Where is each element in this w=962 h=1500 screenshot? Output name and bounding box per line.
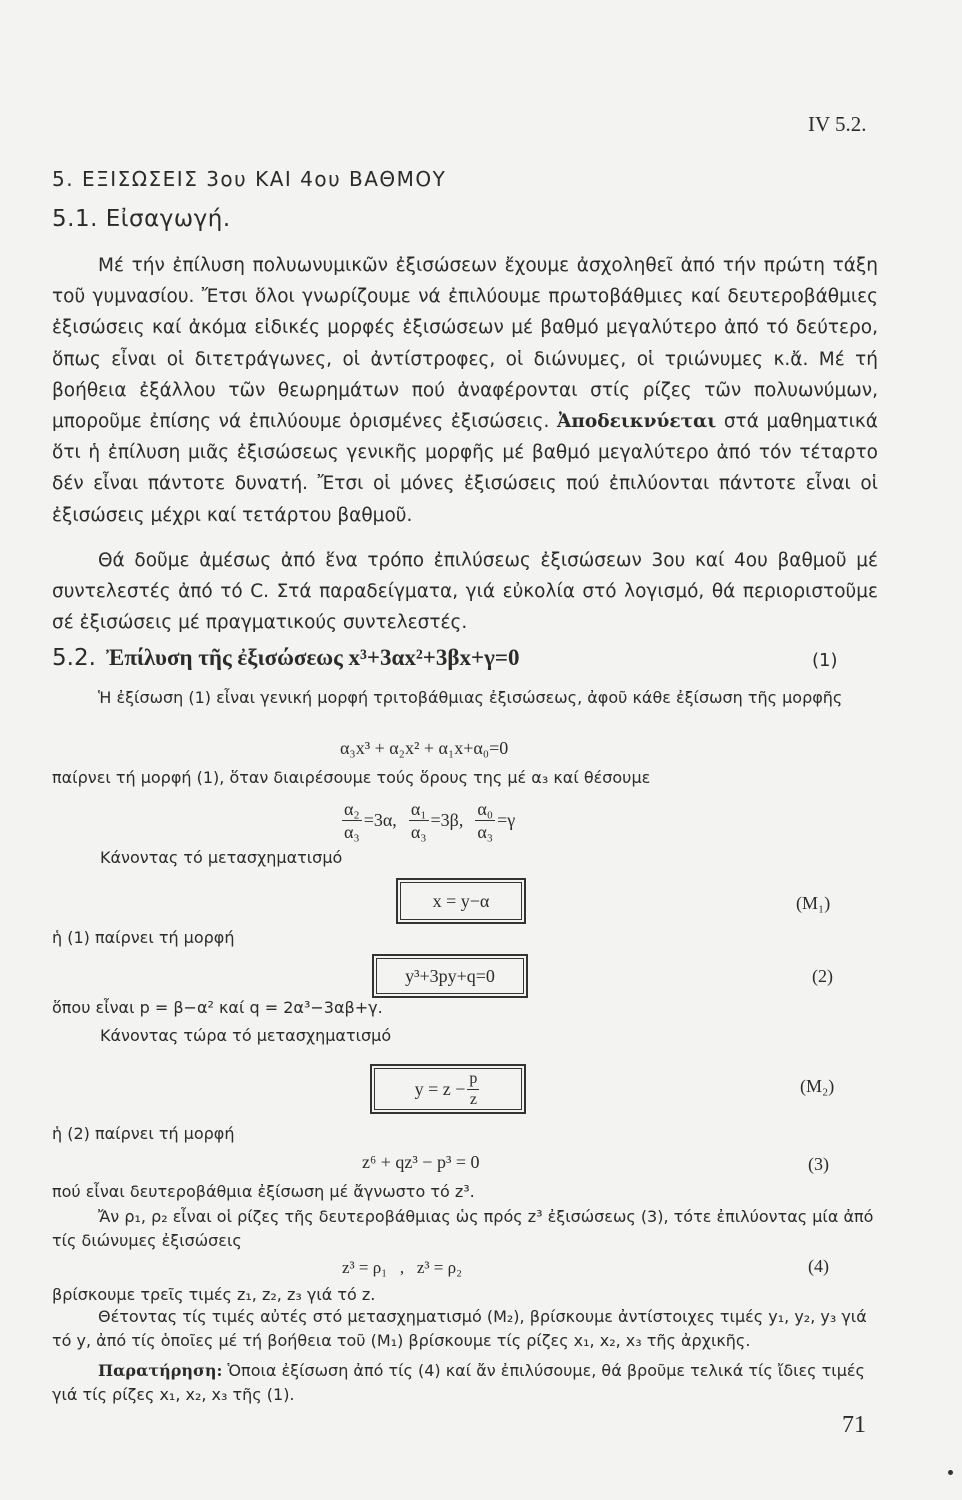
running-header: IV 5.2.	[808, 112, 867, 136]
text-three-values: βρίσκουμε τρεῖς τιμές z₁, z₂, z₃ γιά τό z.	[52, 1285, 376, 1304]
second-paragraph: Θά δοῦμε ἀμέσως ἀπό ἕνα τρόπο ἐπιλύσεως ἐξισώσεων 3ου καί 4ου βαθμοῦ μέ συντελεστές ἀπό τό C. Στά παραδείγματα, γιά εὐκολία στό λογισμό, θά περιοριστοῦμε σέ ἐξισώσεις μέ πραγματικούς συντελεστές.	[52, 550, 878, 634]
text-quadratic: πού εἶναι δευτεροβάθμια ἐξίσωση μέ ἄγνωστο τό z³.	[52, 1182, 475, 1201]
boxed-transform-m2	[370, 1064, 526, 1114]
subsection-number: 5.2.	[52, 645, 96, 671]
equation-3: z⁶ + qz³ − p³ = 0	[362, 1152, 480, 1172]
intro-text-rest: στά μαθηματικά ὅτι ἡ ἐπίλυση μιᾶς ἐξισώσεως γενικῆς μορφῆς μέ βαθμό μεγαλύτερο ἀπό τόν τέταρτο δέν εἶναι πάντοτε δυνατή. Ἔτσι οἱ μόνες ἐξισώσεις πού ἐπιλύονται πάντοτε εἶναι οἱ ἐξισώσεις μέχρι καί τετάρτου βαθμοῦ.	[52, 411, 878, 526]
label-m1: (M₁)	[796, 893, 831, 913]
label-m2: (M₂)	[800, 1076, 835, 1096]
intro-bold-word: Ἀποδεικνύεται	[557, 411, 717, 433]
equation-4: z³ = ρ₁ , z³ = ρ₂	[342, 1258, 463, 1277]
subsection-title-intro: 5.1. Εἰσαγωγή.	[52, 206, 231, 232]
frac2-denominator: α₃	[410, 822, 427, 842]
text-general-form: Ἡ ἐξίσωση (1) εἶναι γενική μορφή τριτοβάθμιας ἐξισώσεως, ἀφοῦ κάθε ἐξίσωση τῆς μορφῆς	[98, 688, 843, 707]
frac2-rhs: =3β,	[430, 810, 464, 830]
equation-label-1: (1)	[812, 650, 838, 671]
subsection-heading: Ἐπίλυση τῆς ἐξισώσεως x³+3αx²+3βx+γ=0	[105, 645, 520, 670]
equation-general: α₃x³ + α₂x² + α₁x+α₀=0	[340, 738, 509, 758]
note-text: Ὁποια ἐξίσωση ἀπό τίς (4) καί ἄν ἐπιλύσουμε, θά βροῦμε τελικά τίς ἴδιες τιμές γιά τίς ρίζες x₁, x₂, x₃ τῆς (1).	[52, 1361, 865, 1404]
frac3-rhs: =γ	[497, 810, 516, 830]
text-becomes-1: ἡ (1) παίρνει τή μορφή	[52, 928, 235, 947]
text-substitute: Θέτοντας τίς τιμές αὐτές στό μετασχηματισμό (M₂), βρίσκουμε ἀντίστοιχες τιμές y₁, y₂, y₃ γιά τό y, ἀπό τίς ὁποῖες μέ τή βοήθεια τοῦ (M₁) βρίσκουμε τίς ρίζες x₁, x₂, x₃ τῆς ἀρχικῆς.	[52, 1307, 867, 1350]
frac1-numerator: α₂	[344, 799, 360, 819]
frac3-denominator: α₃	[477, 822, 494, 842]
label-2: (2)	[812, 966, 833, 986]
label-4: (4)	[808, 1256, 829, 1276]
frac2-numerator: α₁	[410, 799, 427, 819]
text-divide: παίρνει τή μορφή (1), ὅταν διαιρέσουμε τούς ὅρους της μέ α₃ καί θέσουμε	[52, 768, 651, 787]
text-becomes-2: ἡ (2) παίρνει τή μορφή	[52, 1124, 235, 1143]
intro-text: Μέ τήν ἐπίλυση πολυωνυμικῶν ἐξισώσεων ἔχουμε ἀσχοληθεῖ ἀπό τήν πρώτη τάξη τοῦ γυμνασίου. Ἔτσι ὅλοι γνωρίζουμε νά ἐπιλύουμε πρωτοβάθμιες καί δευτεροβάθμιες ἐξισώσεις καί ἀκόμα εἰδικές μορφές ἐξισώσεων μέ βαθμό μεγαλύτερο ἀπό τό δεύτερο, ὅπως εἶναι οἱ διτετράγωνες, οἱ ἀντίστροφες, οἱ διώνυμες, οἱ τριώνυμες κ.ἄ. Μέ τή βοήθεια ἐξάλλου τῶν θεωρημάτων πού ἀναφέρονται στίς ρίζες τῶν πολυωνύμων, μποροῦμε ἐπίσης νά ἐπιλύουμε ὁρισμένες ἐξισώσεις.	[52, 255, 878, 433]
boxed-transform-m1	[396, 878, 526, 924]
intro-paragraph	[52, 250, 878, 531]
section-title: 5. ΕΞΙΣΩΣΕΙΣ 3ου ΚΑΙ 4ου ΒΑΘΜΟΥ	[52, 167, 447, 191]
transform-m1-equation: x = y−α	[432, 890, 490, 911]
frac3-numerator: α₀	[477, 799, 494, 819]
page-number: 71	[842, 1412, 866, 1438]
frac1-denominator: α₃	[344, 822, 360, 842]
text-pq-definition: ὅπου εἶναι p = β−α² καί q = 2α³−3αβ+γ.	[52, 998, 383, 1017]
text-transform-1: Κάνοντας τό μετασχηματισμό	[100, 848, 343, 867]
note-label: Παρατήρηση:	[98, 1361, 223, 1380]
transform-m2-denominator: z	[469, 1090, 477, 1108]
text-roots: Ἄν ρ₁, ρ₂ εἶναι οἱ ρίζες τῆς δευτεροβάθμιας ὡς πρός z³ ἐξισώσεως (3), τότε ἐπιλύοντας μία ἀπό τίς διώνυμες ἐξισώσεις	[52, 1207, 874, 1250]
transform-m2-numerator: p	[467, 1071, 479, 1090]
frac1-rhs: =3α,	[363, 810, 397, 830]
text-transform-2: Κάνοντας τώρα τό μετασχηματισμό	[100, 1026, 392, 1045]
subsection-title-solve	[52, 645, 519, 671]
ink-speck	[948, 1470, 953, 1475]
fractions-row	[340, 800, 515, 841]
boxed-equation-2	[372, 954, 528, 998]
equation-2: y³+3py+q=0	[405, 965, 495, 986]
note-paragraph	[52, 1359, 878, 1407]
label-3: (3)	[808, 1154, 829, 1174]
transform-m2-lhs: y = z −	[414, 1078, 466, 1099]
